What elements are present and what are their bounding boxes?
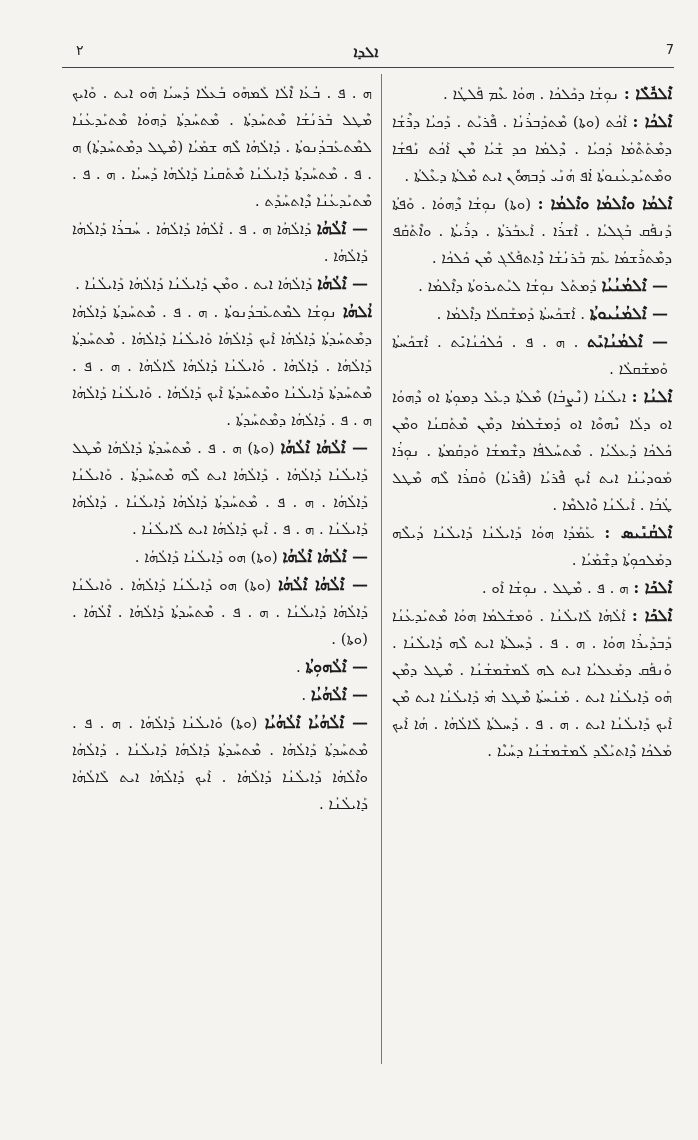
header-rule — [62, 67, 674, 68]
entry-definition: ܐܰܠܳܗܳܐ ܠܰܐܝܠܳܢܳܐ . ܘܰܡܫܰܠܡܳܐ ܗܘܳܐ ܡܶܬܝܰܕܥܳܢܳܐ ܕܰܒܕܰܝܪܳܐ ܗܘܳܐ . ܗ . ܦ . ܕܰܚܠܬܳܐ ܐܝܬ ܠܶܗ ܕܰܐܝܠܳܢܳܐ . ܘܰܢܦܰܩ ܕܡܰܥܠܝܳܐ ܐܝܬ ܠܗ ܠܰܡܫܰܡܫܳܢܳܐ . ܡܶܛܠ ܕܡܶܢ ܗܰܘ ܕܰܐܝܠܳܢܳܐ ܐܝܬ . ܡܰܢܰܚܬܳܐ ܡܶܛܠ ܗܳܝ ܕܰܐܝܠܳܢܳܐ ܐܝܬ ܡܶܢ ܐܰܝܟ ܕܰܐܝܠܳܢܳܐ ܐܝܬ . ܗ . ܦ . ܕܰܚܠܬܳܐ ܠܰܐܠܳܗܳܐ . ܗܳܐ ܐܰܝܟ ܡܰܠܟܳܐ ܕܶܐܬܝܰܠܶܕ ܠܰܡܫܰܡܫܳܢܳܐ ܕܚܰܝܶܐ . — [392, 607, 672, 760]
entry-headword: ܐܶܠܢܳܐ : — [631, 387, 672, 406]
entry-definition: ܗ . ܦ . ܡܶܛܠ . ܢܘܼܫܳܐ ܐܰܘ . — [481, 579, 629, 597]
entry-definition: ܢܘܼܫܳܐ ܠܡܶܬܥܰܒܕܳܢܘܬܳܐ . ܗ . ܦ . ܡܶܬܚܰܕܬܳܐ ܕܰܐܠܳܗܳܐ ܕܡܶܬܚܰܕܬܳܐ ܕܰܐܠܳܗܳܐ ܐܰܝܟ ܕܰܐܠܳܗܳܐ ܘܰܐܝܠܳܢܳܐ ܕܰܐܠܳܗܳܐ . ܡܶܬܚܰܕܬܳܐ ܕܰܐܠܳܗܳܐ . ܕܰܐܠܳܗܳܐ . ܘܰܐܝܠܳܢܳܐ ܕܰܐܠܳܗܳܐ ܠܰܐܠܳܗܳܐ . ܗ . ܦ . ܡܶܬܚܰܕܬܳܐ ܕܰܐܝܠܳܢܳܐ ܘܡܶܬܚܰܕܬܳܐ ܐܰܝܟ ܕܰܐܠܳܗܳܐ . ܘܰܐܝܠܳܢܳܐ ܕܰܐܠܳܗܳܐ ܗ . ܦ . ܕܰܐܠܳܗܳܐ ܕܡܶܬܚܰܕܬܳܐ . — [72, 303, 372, 429]
left-page-mark: ٢ — [76, 43, 84, 59]
page-number: 7 — [665, 43, 674, 58]
entry-headword: — ܐܶܠܳܗܳܐ ܐܶܠܳܗܳܐ — [280, 438, 368, 457]
entry-definition: (ܘܬܐ) ܗ . ܦ . ܡܶܬܚܰܕܬܳܐ ܕܰܐܠܳܗܳܐ ܡܶܛܠ ܕܰܐܝܠܳܢܳܐ ܕܰܐܠܳܗܳܐ . ܕܰܐܠܳܗܳܐ ܐܝܬ ܠܶܗ ܡܶܬܚܰܕܬܳܐ . ܘܰܐܝܠܳܢܳܐ ܕܰܐܠܳܗܳܐ . ܗ . ܦ . ܡܶܬܚܰܕܬܳܐ ܕܰܐܠܳܗܳܐ ܕܰܐܝܠܳܢܳܐ . ܕܰܐܠܳܗܳܐ ܕܰܐܝܠܳܢܳܐ . ܗ . ܦ . ܐܰܝܟ ܕܰܐܠܳܗܳܐ ܐܝܬ ܠܰܐܝܠܳܢܳܐ . — [72, 439, 368, 538]
entry-headword: ܐܶܠܩܳܢܺܝܣ : — [604, 523, 672, 542]
entry-headword: — ܐܶܠܡܳܢܳܝܘܬܳܐ — [589, 304, 668, 323]
entry-definition: ܐܰܟܳܬ (ܘܬܐ) ܡܶܬܕܰܒܪܳܢܳܐ . ܦܶܪܝܰܬ . ܕܰܟܝܳܐ ܕܪܶܫܳܐ ܕܡܶܬܰܬܶܡܳܐ ܕܰܟܝܳܐ . ܕܶܠܡܳܐ ܟܕ ܫܰܝܳܐ ܡܶܢ ܐܰܟܳܬ ܢܰܦܫܳܐ ܘܡܶܬܝܰܕܥܳܢܘܬܳܐ ܐܳܦ ܗܳܢܰܝ ܕܰܒܗܘܽܢ ܐܝܬ ܡܶܠܬܳܐ ܕܥܶܠܬܳܐ . — [392, 113, 672, 185]
sub-entry — [72, 215, 372, 270]
entry-definition: ܕܰܐܠܳܗܳܐ ܗ . ܦ . ܐܰܠܳܗܳܐ ܕܰܐܠܳܗܳܐ . ܚܳܒܪܳܐ ܕܰܐܠܳܗܳܐ ܕܰܐܠܳܗܳܐ . — [72, 220, 368, 265]
entry-headword: — ܐܶܠܡܳܢܳܝܳܐ — [601, 276, 668, 295]
entry-definition: . — [301, 686, 307, 704]
entry-definition: ܐܝܠܳܢܳܐ (ܢܶܨܒܳܐ) ܡܶܠܬܳܐ ܕܥܰܠ ܕܡܘܼܬܳܐ ܐܘ ܕܶܗܘܳܐ ܐܘ ܕܠܳܐ ܢܶܗܘܶܐ ܐܘ ܕܰܡܫܰܠܡܳܐ ܕܡܶܢ ܡܶܬܰܩܢܳܐ ܘܡܶܢ ܟܰܠܟܳܐ ܕܰܥܠܳܝܳܐ . ܡܶܬܚܰܠܦܳܐ ܕܫܶܡܫܳܐ ܘܰܕܩܰܡܬܳܐ . ܢܘܼܪܳܐ ܡܰܘܕܝܳܢܳܐ ܐܝܬ ܐܰܝܟ ܦܶܪܝܳܐ (ܦܶܪܝܳܐ) ܘܰܩܪܳܐ ܠܶܗ ܡܶܛܠ ܛܳܒܳܐ . ܐܰܝܠܳܢܳܐ ܘܶܐܠܡܶܐ . — [392, 388, 672, 514]
dictionary-entry — [72, 80, 372, 215]
dictionary-entry — [392, 602, 672, 765]
entry-headword: ܐܳܠܗܳܐ — [342, 302, 372, 321]
sub-entry — [392, 300, 672, 328]
sub-entry — [72, 709, 372, 818]
dictionary-entry — [72, 298, 372, 434]
entry-headword: — ܐܶܠܳܗܳܐ ܐܶܠܳܗܳܐ — [278, 575, 368, 594]
entry-headword: ܐܶܠܟܰܐ : — [633, 578, 672, 597]
entry-definition: ܢܘܼܫܳܐ ܕܟܰܠܟܳܐ . ܗܘܳܐ ܥܶܡ ܦܰܠܛܳܐ . — [443, 85, 620, 103]
entry-headword: — ܐܶܠܳܗܳܐ — [317, 274, 368, 293]
entry-headword: — ܐܶܠܳܗܳܝܳܐ ܐܶܠܳܗܳܝܳܐ — [264, 713, 368, 732]
dictionary-entry — [392, 80, 672, 108]
dictionary-entry — [392, 383, 672, 519]
entry-headword: — ܐܶܠܳܗܳܐ ܐܶܠܳܗܳܐ — [282, 547, 368, 566]
entry-definition: ܥܰܡܰܕܳܐ ܗܘܳܐ ܕܰܐܝܠܳܢܳܐ ܕܰܐܝܠܳܢܳܐ ܕܳܝܠܶܗ ܕܡܰܠܟܘܼܬܳܐ ܕܫܶܡܰܝܳܐ . — [392, 524, 672, 569]
entry-definition: (ܘܬܐ) ܗܘ ܕܰܐܝܠܳܢܳܐ ܕܰܐܠܳܗܳܐ . ܘܰܐܝܠܳܢܳܐ ܕܰܐܠܳܗܳܐ ܕܰܐܝܠܳܢܳܐ . ܗ . ܦ . ܡܶܬܚܰܕܬܳܐ ܕܰܐܠܳܗܳܐ . ܐܶܠܳܗܳܐ . (ܘܬܐ) . — [72, 576, 368, 648]
sub-entry — [72, 270, 372, 298]
entry-headword: — ܐܶܠܳܗܘܼܬܳܐ — [305, 657, 368, 676]
entry-definition: (ܘܬܐ) ܢܘܼܫܳܐ ܕܶܗܘܳܐ . ܘܰܦܬܳܐ ܕܰܢܦܰܩ ܒܰܓܠܝܳܐ . ܐܰܫܪܳܐ . ܐܰܥܒܰܪܬܳܐ . ܕܪܰܝܬܳܐ . ܘܐܶܬܰܩܰܦ ܕܡܶܬܪܰܫܡܳܐ ܥܰܡ ܒܰܪܢܳܫܳܐ ܕܶܐܬܦܰܠܰܓ ܡܶܢ ܟܰܠܟܳܐ . — [392, 195, 672, 267]
entry-definition: . ܐܰܫܟܰܚܬܳܐ ܕܰܡܫܰܩܠܳܐ ܕܐܶܠܡܳܐ . — [436, 305, 586, 323]
entry-definition: ܕܰܐܠܳܗܳܐ ܐܝܬ . ܘܡܶܢ ܕܰܐܝܠܳܢܳܐ ܕܰܐܠܳܗܳܐ ܕܰܐܝܠܳܢܳܐ . — [75, 275, 313, 293]
entry-definition: (ܘܬܐ) ܗܘ ܕܰܐܝܠܳܢܳܐ ܕܰܐܠܳܗܳܐ . — [134, 548, 278, 566]
entry-definition: ܗ . ܦ . ܒܳܥܳܐ ܐܶܠܳܐ ܠܰܡܗܰܘ ܒܰܥܠܳܐ ܕܰܚܝܳܐ ܗܰܘ ܐܝܬ . ܘܰܐܝܟ ܡܶܛܠ ܒܰܪܢܳܫܳܐ ܡܶܬܚܰܕܬܳܐ . ܡܶܬܚܰܕܬܳܐ ܕܰܗܘܳܐ ܡܶܬܝܰܕܥܳܢܳܐ ܠܡܶܬܥܰܒܕܳܢܘܬܳܐ . ܕܰܐܠܳܗܳܐ ܠܶܗ ܫܡܰܝܳܐ (ܡܶܛܠ ܕܡܶܬܚܰܕܬܳܐ) ܗ . ܦ . ܡܶܬܚܰܕܬܳܐ ܕܰܐܝܠܳܢܳܐ ܡܶܬܰܩܢܳܐ ܕܰܐܠܳܗܳܐ ܕܰܚܝܳܐ . ܗ . ܦ . ܡܶܬܝܰܕܥܳܢܳܐ ܕܶܐܬܚܰܕܰܬ . — [72, 84, 372, 210]
sub-entry — [392, 328, 672, 383]
running-head: ܐܠܕܐ — [353, 43, 379, 61]
dictionary-entry — [392, 519, 672, 574]
entry-headword: ܐܶܠܟܽܠܶܐ : — [623, 84, 672, 103]
dictionary-entry — [392, 190, 672, 272]
entry-headword: — ܐܶܠܳܗܳܝܳܐ — [310, 685, 368, 704]
entry-definition: . — [295, 658, 301, 676]
entry-headword: ܐܶܠܡܳܐ ܘܐܶܠܡܳܐ ܘܐܶܠܡܳܐ : — [537, 194, 672, 213]
entry-headword: — ܐܶܠܡܳܢܳܐܝܺܬ — [587, 332, 668, 351]
entry-headword: — ܐܶܠܳܗܳܐ — [316, 219, 368, 238]
sub-entry — [72, 681, 372, 709]
sub-entry — [72, 543, 372, 571]
sub-entry — [72, 571, 372, 653]
entry-definition: . ܗ . ܦ . ܟܰܠܟܳܢܳܐܝܺܬ . ܐܰܫܟܰܚܬܳܐ ܘܰܡܫܰܩܠܳܐ . — [392, 333, 668, 378]
left-column — [72, 80, 372, 818]
entry-definition: ܕܰܡܬܰܠ ܢܘܼܫܳܐ ܠܝܰܬܝܪܘܬܳܐ ܕܐܶܠܡܳܐ . — [418, 277, 597, 295]
sub-entry — [392, 272, 672, 300]
right-column — [392, 80, 672, 765]
column-divider — [381, 74, 382, 1064]
entry-definition: (ܘܬܐ) ܘܰܐܝܠܳܢܳܐ ܕܰܐܠܳܗܳܐ . ܗ . ܦ . ܡܶܬܚܰܕܬܳܐ ܕܰܐܠܳܗܳܐ . ܡܶܬܚܰܕܬܳܐ ܕܰܐܠܳܗܳܐ ܕܰܐܝܠܳܢܳܐ . ܕܰܐܠܳܗܳܐ ܘܐܶܠܳܗܳܐ ܕܰܐܝܠܳܢܳܐ ܕܰܐܠܳܗܳܐ . ܐܰܝܟ ܕܰܐܠܳܗܳܐ ܐܝܬ ܠܰܐܠܳܗܳܐ ܕܰܐܝܠܳܢܳܐ . — [72, 714, 368, 813]
entry-headword: ܐܶܠܟܳܐ : — [632, 112, 672, 131]
dictionary-entry — [392, 574, 672, 602]
dictionary-entry — [392, 108, 672, 190]
sub-entry — [72, 434, 372, 543]
entry-headword: ܐܶܠܟܰܐ : — [631, 606, 672, 625]
sub-entry — [72, 653, 372, 681]
page-header — [60, 40, 672, 64]
